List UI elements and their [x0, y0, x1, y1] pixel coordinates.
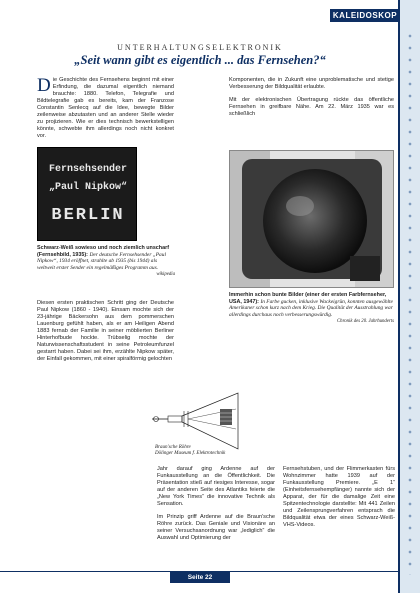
color-tv-photo — [229, 150, 394, 288]
sign-line-1: Fernsehsender — [48, 164, 127, 175]
photo-2-caption — [229, 292, 394, 326]
paragraph: Komponenten, die in Zukunft eine unproblematische und stetige Verbesserung der Bildqualität erlaubte. — [229, 77, 394, 90]
column-4-bottom — [283, 466, 395, 535]
drop-cap: D — [37, 75, 51, 96]
caption-bold: Schwarz-Weiß sowieso und noch ziemlich unscharf (Fernsehbild, 1935): — [37, 245, 169, 258]
caption-italic: In Farbe gucken, inklusive Wackeigrün, konnten ausgewählte Amerikaner schon kurz nach dem Krieg. Die Qualität der Ausstrahlung war allerdings durchaus noch verbesserungswürdig. — [229, 298, 393, 318]
column-2-top — [229, 77, 394, 124]
section-tag: KALEIDOSKOP — [330, 9, 400, 22]
diagram-caption — [155, 445, 225, 457]
page-edge-line — [398, 0, 400, 593]
paragraph: Im Prinzip griff Ardenne auf die Braun'sche Röhre zurück. Das Geniale und Visionäre an seiner Versuchsanordnung war „lediglich“ die Auswahl und Optimierung der — [157, 514, 275, 541]
photo-credit: wikipedia — [156, 272, 175, 278]
page-edge-dots — [405, 30, 415, 575]
column-3-bottom — [157, 466, 275, 548]
article-headline: „Seit wann gibt es eigentlich ... das Fernsehen?“ — [74, 53, 326, 67]
diagram-caption-line-1: Braun'sche Röhre — [155, 445, 191, 450]
photo-1-caption — [37, 245, 175, 279]
paragraph: Jahr darauf ging Ardenne auf der Funkausstellung an die Öffentlichkeit. Die Präsentation stieß auf riesiges Interesse, sogar auf der anderen Seite des Atlantiks feierte die „New York Times“ die innovative Technik als Sensation. — [157, 466, 275, 507]
page-number: Seite 22 — [170, 572, 230, 583]
photo-credit: Chronik des 20. Jahrhunderts — [336, 319, 394, 325]
nipkow-sign-photo — [37, 147, 137, 241]
column-1-bottom — [37, 300, 174, 369]
paragraph: ie Geschichte des Fernsehens beginnt mit einer Erfindung, die dazumal eigentlich niemand brauchte: 1880. Telefon, Telegrafie und Bildtelegrafie gab es bereits, kam der Franzose Constantin Senlecq auf die Idee, bewegte Bilder zeilenweise abzutasten und an anderer Stelle wieder zu projizieren. Wie er dies technisch bewerkstelligen könnte, schwebte ihm allerdings noch nicht konkret vor. — [37, 77, 174, 139]
caption-italic: Der deutsche Fernsehsender „Paul Nipkow“, 1934 eröffnet, strahlte ab 1935 (bis 1944) als weltweit erster Sender ein regelmäßiges Programm aus. — [37, 251, 166, 271]
paragraph: Fernsehstuben, und der Flimmerkasten fürs Wohnzimmer hatte 1939 auf der Funkausstellung Premiere. „E 1“ (Einheitsfernsehempfänger) nannte sich der Apparat, der für die damalige Zeit eine Spitzentechnologie darstellte: Mit 441 Zeilen und Zeilensprungverfahren entsprach die Bildqualität etwa der eines Schwarz-Weiß-VHS-Videos. — [283, 466, 395, 528]
caption-bold: Immerhin schon bunte Bilder (einer der ersten Farbfernseher, USA, 1947): — [229, 292, 387, 305]
sign-line-2: „Paul Nipkow“ — [48, 182, 127, 193]
sign-line-3: BERLIN — [51, 206, 125, 225]
tv-illustration — [230, 151, 394, 288]
article-kicker: UNTERHALTUNGSELEKTRONIK — [117, 43, 283, 52]
column-1-top — [37, 77, 174, 146]
diagram-caption-line-2: Dölinger Museum f. Elektrotechnik — [155, 451, 226, 456]
paragraph: Diesen ersten praktischen Schritt ging der Deutsche Paul Nipkow (1860 - 1940). Einsam mochte sich der 23-jährige Bäckersohn aus dem pommerschen Lauenburg gefühlt haben, als er am Heiligen Abend 1883 fernab der Familie in seiner möblierten Berliner Hinterhofbude hockte. Trübselig mochte der Naturwissenschaftsstudent in seine Petroleumfunzel gestarrt haben. Dabei sei ihm, erzählte Nipkow später, der Einfall gekommen, mit einer spiralförmig gelochten — [37, 300, 174, 362]
paragraph: Mit der elektronischen Übertragung rückte das öffentliche Fernsehen in greifbare Nähe. Am 22. März 1935 war es schließlich — [229, 97, 394, 117]
